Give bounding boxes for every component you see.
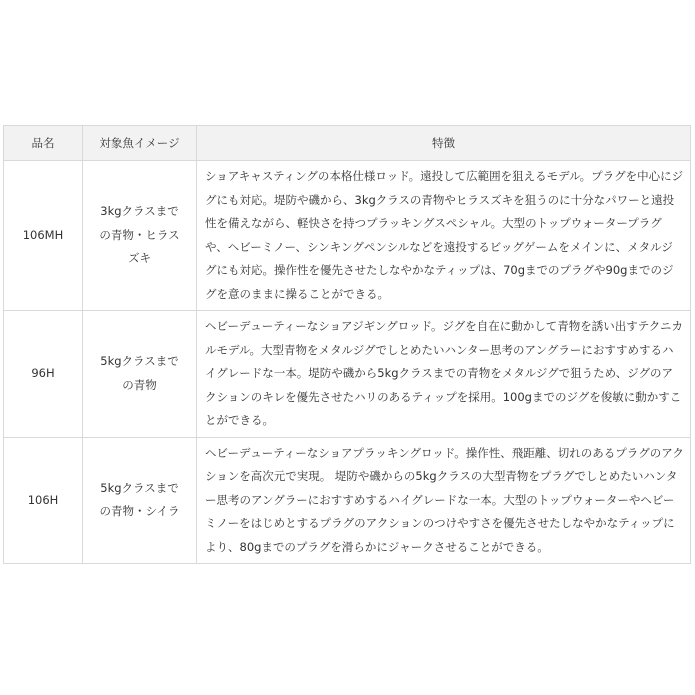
target-fish-cell: 5kgクラスまでの青物・シイラ — [83, 437, 197, 564]
table-row — [4, 437, 691, 564]
spec-table — [3, 125, 691, 564]
table-row — [4, 311, 691, 438]
product-name-cell: 106H — [4, 437, 83, 564]
target-fish-cell: 3kgクラスまでの青物・ヒラスズキ — [83, 161, 197, 311]
feature-cell: ヘビーデューティーなショアジギングロッド。ジグを自在に動かして青物を誘い出すテクニカルモデル。大型青物をメタルジグでしとめたいハンター思考のアングラーにおすすめするハイグレードな一本。堤防や磯から5kgクラスまでの青物をメタルジグで狙うため、ジグのアクションのキレを優先させたハリのあるティップを採用。100gまでのジグを俊敏に動かすことができる。 — [197, 311, 691, 438]
table-header-row — [4, 126, 691, 161]
feature-cell: ショアキャスティングの本格仕様ロッド。遠投して広範囲を狙えるモデル。プラグを中心にジグにも対応。堤防や磯から、3kgクラスの青物やヒラスズキを狙うのに十分なパワーと遠投性を備えながら、軽快さを持つプラッキングスペシャル。大型のトップウォータープラグや、ヘビーミノー、シンキングペンシルなどを遠投するビッグゲームをメインに、メタルジグにも対応。操作性を優先させたしなやかなティップは、70gまでのプラグや90gまでのジグを意のままに操ることができる。 — [197, 161, 691, 311]
header-features: 特徴 — [197, 126, 691, 161]
feature-cell: ヘビーデューティーなショアプラッキングロッド。操作性、飛距離、切れのあるプラグのアクションを高次元で実現。 堤防や磯からの5kgクラスの大型青物をプラグでしとめたいハンター思考のアングラーにおすすめするハイグレードな一本。大型のトップウォーターやヘビーミノーをはじめとするプラグのアクションのつけやすさを優先させたしなやかなティップにより、80gまでのプラグを滑らかにジャークさせることができる。 — [197, 437, 691, 564]
header-product-name: 品名 — [4, 126, 83, 161]
target-fish-cell: 5kgクラスまでの青物 — [83, 311, 197, 438]
table-row — [4, 161, 691, 311]
header-target-fish: 対象魚イメージ — [83, 126, 197, 161]
product-name-cell: 96H — [4, 311, 83, 438]
product-name-cell: 106MH — [4, 161, 83, 311]
